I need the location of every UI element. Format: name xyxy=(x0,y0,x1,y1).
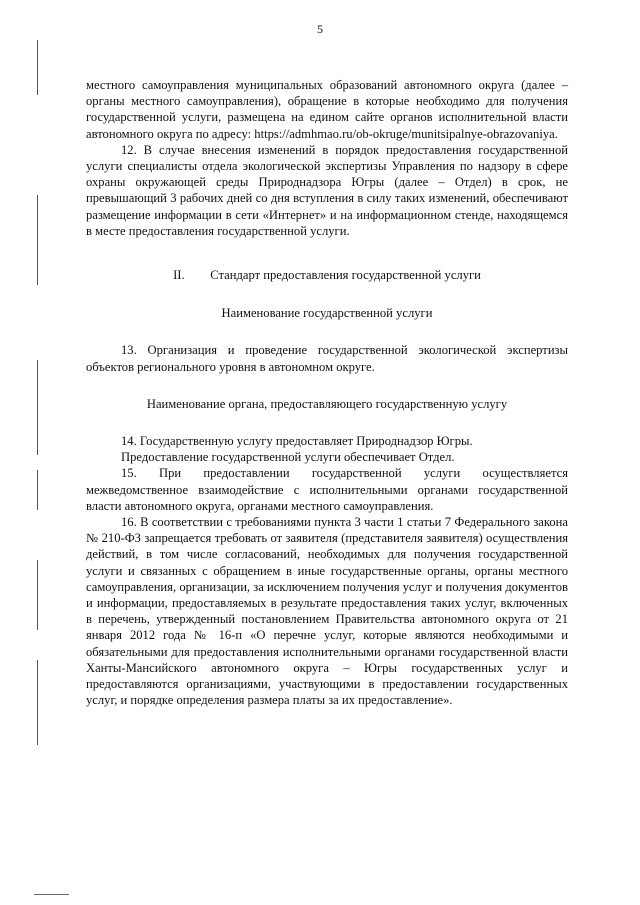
paragraph-14b: Предоставление государственной услуги обеспечивает Отдел. xyxy=(121,450,455,465)
scan-margin-mark xyxy=(37,470,38,510)
section-number: II. xyxy=(173,268,185,283)
paragraph-12: 12. В случае внесения изменений в порядок предоставления государственной услуги специалисты отдела экологической экспертизы Управления по надзору в сфере охраны окружающей среды Природнадзора Югры (далее – Отдел) в срок, не превышающий 3 рабочих дней со дня вступления в силу таких изменений, обеспечивают размещение информации в сети «Интернет» и на информационном стенде, находящемся в месте предоставления государственной услуги. xyxy=(86,142,568,238)
paragraph-13: 13. Организация и проведение государственной экологической экспертизы объектов регионального уровня в автономном округе. xyxy=(86,343,568,374)
page-number: 5 xyxy=(317,22,323,36)
scan-margin-mark xyxy=(37,40,38,95)
paragraph-15: 15. При предоставлении государственной услуги осуществляется межведомственное взаимодействие с исполнительными органами государственной власти автономного округа, органами местного самоуправления. xyxy=(86,466,568,513)
subheading-service-name: Наименование государственной услуги xyxy=(221,306,433,321)
document-body xyxy=(86,77,568,709)
paragraph-14: 14. Государственную услугу предоставляет Природнадзор Югры. xyxy=(121,434,473,449)
section-heading xyxy=(86,267,568,283)
scan-margin-mark xyxy=(37,560,38,630)
section-title: Стандарт предоставления государственной услуги xyxy=(210,268,481,283)
subheading-organ: Наименование органа, предоставляющего государственную услугу xyxy=(146,396,508,411)
scan-bottom-line xyxy=(34,894,69,895)
paragraph-16: 16. В соответствии с требованиями пункта 3 части 1 статьи 7 Федерального закона № 210-ФЗ запрещается требовать от заявителя (представителя заявителя) осуществления действий, в том числе согласований, необходимых для получения государственной услуги и связанных с обращением в иные государственные органы, органы местного самоуправления, организации, за исключением получения услуг и получения документов и информации, предоставляемых в результате предоставления таких услуг, включенных в перечень, утвержденный постановлением Правительства автономного округа от 21 января 2012 года № 16-п «О перечне услуг, которые являются необходимыми и обязательными для предоставления исполнительными органами государственной власти Ханты-Мансийского автономного округа – Югры государственных услуг и предоставляются организациями, участвующими в предоставлении государственных услуг, и порядке определения размера платы за их предоставление». xyxy=(86,515,568,708)
paragraph-intro: местного самоуправления муниципальных образований автономного округа (далее – органы местного самоуправления), обращение в которые необходимо для получения государственной услуги, размещена на едином сайте органов исполнительной власти автономного округа по адресу: https://admhmao.ru/ob-okruge/munitsipalnye-obrazovaniya. xyxy=(86,78,568,141)
scan-margin-mark xyxy=(37,660,38,745)
scan-margin-mark xyxy=(37,195,38,285)
scan-margin-mark xyxy=(37,360,38,455)
